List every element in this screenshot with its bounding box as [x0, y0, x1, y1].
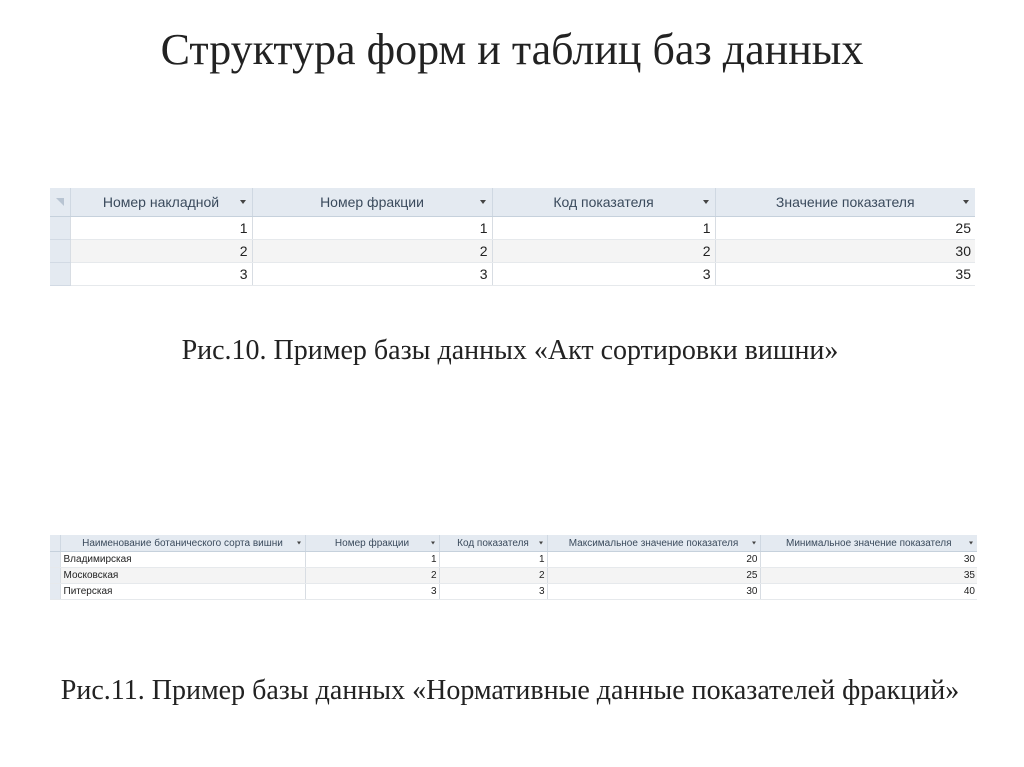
table-cell[interactable]: 3 — [252, 263, 492, 286]
table-cell[interactable]: 1 — [439, 552, 547, 568]
column-header-label: Код показателя — [457, 537, 529, 549]
table-cell[interactable]: 40 — [760, 584, 977, 600]
table-cell[interactable]: Московская — [60, 568, 305, 584]
column-header[interactable] — [760, 535, 977, 552]
table-cell[interactable]: 35 — [760, 568, 977, 584]
column-header-label: Номер фракции — [320, 194, 424, 210]
row-selector[interactable] — [50, 552, 60, 568]
column-header-label: Значение показателя — [775, 194, 915, 210]
table-cell[interactable]: 3 — [305, 584, 439, 600]
column-header-label: Номер фракции — [334, 537, 410, 549]
column-header[interactable] — [305, 535, 439, 552]
row-selector[interactable] — [50, 263, 70, 286]
select-all-button[interactable] — [50, 535, 60, 552]
table-cell[interactable]: 1 — [492, 217, 715, 240]
row-selector[interactable] — [50, 217, 70, 240]
chevron-down-icon[interactable] — [703, 200, 709, 204]
table-row — [50, 584, 977, 600]
table-row — [50, 552, 977, 568]
row-selector[interactable] — [50, 240, 70, 263]
chevron-down-icon[interactable] — [297, 542, 301, 545]
column-header-label: Код показателя — [553, 194, 654, 210]
column-header-label: Максимальное значение показателя — [568, 537, 739, 549]
chevron-down-icon[interactable] — [431, 542, 435, 545]
row-selector[interactable] — [50, 568, 60, 584]
table-cell[interactable]: 20 — [547, 552, 760, 568]
table-cell[interactable]: Питерская — [60, 584, 305, 600]
table-row — [50, 240, 975, 263]
table-cell[interactable]: 2 — [252, 240, 492, 263]
column-header-label: Номер накладной — [102, 194, 220, 210]
table-akt-sortirovki — [50, 188, 975, 286]
select-all-button[interactable] — [50, 188, 70, 217]
select-all-corner-icon — [56, 198, 64, 206]
table-cell[interactable]: 30 — [547, 584, 760, 600]
chevron-down-icon[interactable] — [539, 542, 543, 545]
column-header[interactable] — [715, 188, 975, 217]
table-cell[interactable]: 1 — [70, 217, 252, 240]
column-header[interactable] — [439, 535, 547, 552]
column-header-label: Минимальное значение показателя — [786, 537, 952, 549]
row-selector[interactable] — [50, 584, 60, 600]
chevron-down-icon[interactable] — [240, 200, 246, 204]
table-header-row — [50, 188, 975, 217]
table-cell[interactable]: 2 — [70, 240, 252, 263]
table-cell[interactable]: 25 — [715, 217, 975, 240]
slide-title: Структура форм и таблиц баз данных — [160, 25, 864, 74]
column-header[interactable] — [492, 188, 715, 217]
table-cell[interactable]: 3 — [492, 263, 715, 286]
table-cell[interactable]: 30 — [715, 240, 975, 263]
chevron-down-icon[interactable] — [752, 542, 756, 545]
table-cell[interactable]: 35 — [715, 263, 975, 286]
table-row — [50, 217, 975, 240]
table-row — [50, 568, 977, 584]
figure-caption: Рис.10. Пример базы данных «Акт сортировки вишни» — [181, 335, 839, 366]
table-row — [50, 263, 975, 286]
table-cell[interactable]: 1 — [305, 552, 439, 568]
table-cell[interactable]: 2 — [439, 568, 547, 584]
table-cell[interactable]: Владимирская — [60, 552, 305, 568]
column-header[interactable] — [60, 535, 305, 552]
table-cell[interactable]: 1 — [252, 217, 492, 240]
table-cell[interactable]: 3 — [439, 584, 547, 600]
table-cell[interactable]: 2 — [492, 240, 715, 263]
table-normativnye-dannye — [50, 535, 977, 600]
table-cell[interactable]: 2 — [305, 568, 439, 584]
chevron-down-icon[interactable] — [480, 200, 486, 204]
column-header-label: Наименование ботанического сорта вишни — [82, 537, 283, 549]
table-header-row — [50, 535, 977, 552]
chevron-down-icon[interactable] — [969, 542, 973, 545]
figure-caption: Рис.11. Пример базы данных «Нормативные данные показателей фракций» — [60, 675, 960, 706]
chevron-down-icon[interactable] — [963, 200, 969, 204]
column-header[interactable] — [547, 535, 760, 552]
table-cell[interactable]: 30 — [760, 552, 977, 568]
table-cell[interactable]: 3 — [70, 263, 252, 286]
table-cell[interactable]: 25 — [547, 568, 760, 584]
column-header[interactable] — [252, 188, 492, 217]
column-header[interactable] — [70, 188, 252, 217]
